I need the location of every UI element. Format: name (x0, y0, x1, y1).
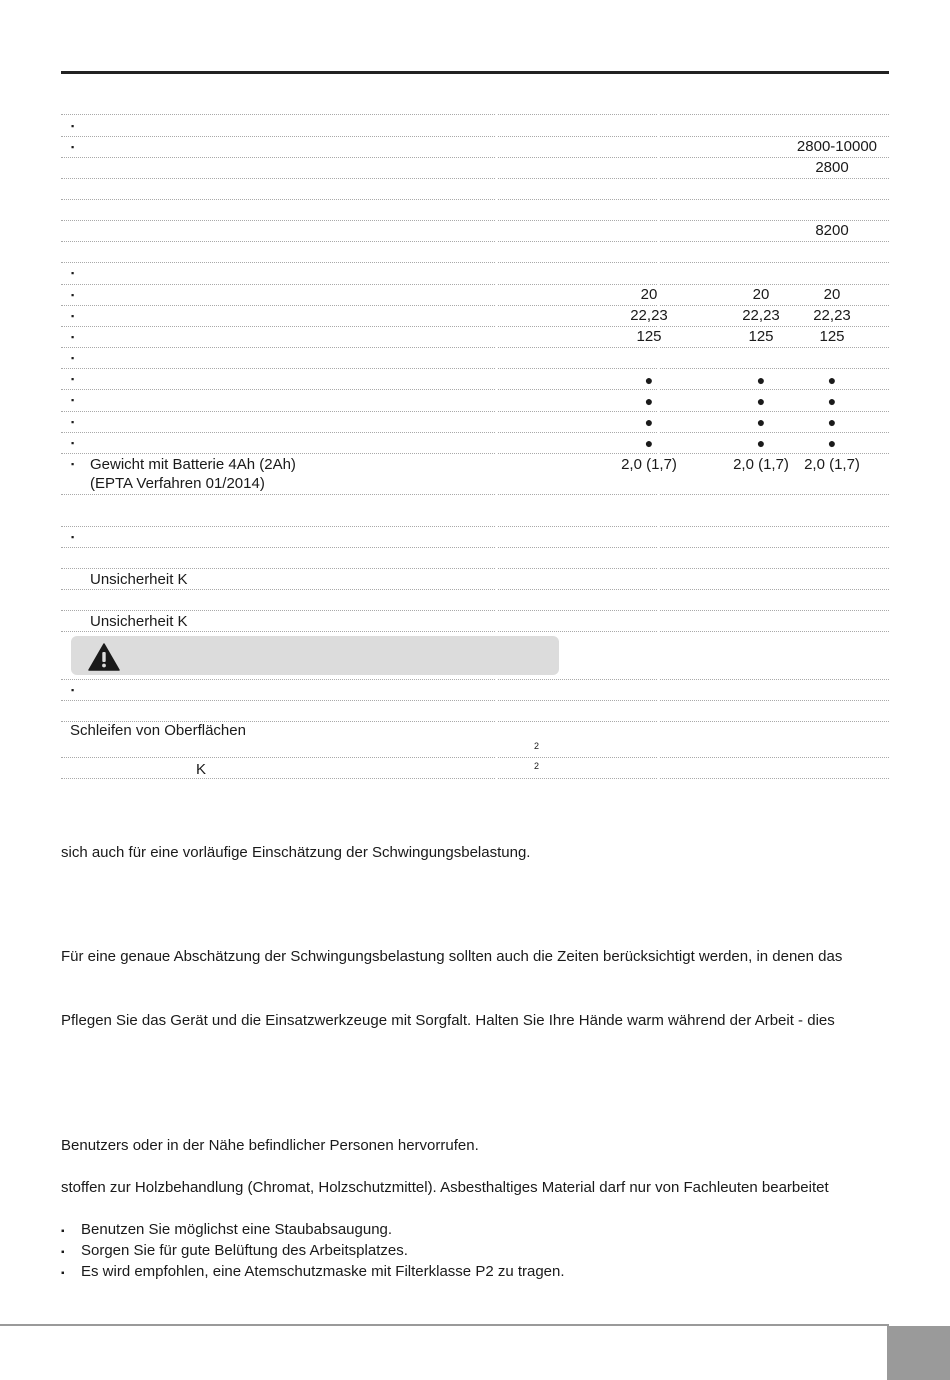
row-line (61, 241, 889, 242)
row-line (61, 220, 889, 221)
feature-dot: ● (756, 414, 766, 430)
value-cell: 125 (636, 328, 662, 345)
row-line (61, 757, 889, 758)
row-line (61, 432, 889, 433)
row-bullet: ▪ (71, 121, 75, 131)
row-line (61, 326, 889, 327)
row-bullet: ▪ (71, 332, 75, 342)
row-line (61, 526, 889, 527)
paragraph-2: Für eine genaue Abschätzung der Schwingungsbelastung sollten auch die Zeiten berücksichtigt werden, in denen das (61, 948, 843, 965)
row-line (61, 568, 889, 569)
row-line (61, 114, 889, 115)
list-item-text: Sorgen Sie für gute Belüftung des Arbeitsplatzes. (81, 1242, 408, 1259)
row-bullet: ▪ (71, 685, 75, 695)
feature-dot: ● (756, 435, 766, 451)
list-item (61, 1262, 565, 1283)
feature-dot: ● (756, 372, 766, 388)
feature-dot: ● (827, 372, 837, 388)
paragraph-1: sich auch für eine vorläufige Einschätzung der Schwingungsbelastung. (61, 844, 531, 861)
value-cell: 22,23 (742, 307, 780, 324)
value-cell: 125 (819, 328, 845, 345)
uncertainty-label: Unsicherheit K (90, 571, 188, 588)
speed-value: 8200 (815, 222, 849, 239)
row-line (61, 262, 889, 263)
row-line (61, 679, 889, 680)
row-line (61, 136, 889, 137)
feature-dot: ● (756, 393, 766, 409)
row-bullet: ▪ (71, 459, 75, 469)
value-cell: 20 (823, 286, 841, 303)
row-line (61, 411, 889, 412)
row-line (61, 494, 889, 495)
row-line (61, 778, 889, 779)
row-bullet: ▪ (71, 395, 75, 405)
bottom-rule (0, 1324, 889, 1326)
value-cell: 20 (752, 286, 770, 303)
row-bullet: ▪ (71, 374, 75, 384)
column-gap (496, 100, 497, 790)
row-line (61, 631, 889, 632)
row-bullet: ▪ (71, 353, 75, 363)
list-item (61, 1241, 408, 1262)
list-bullet: ▪ (61, 1226, 65, 1237)
speed-min-value: 2800 (815, 159, 849, 176)
uncertainty-label: Unsicherheit K (90, 613, 188, 630)
row-bullet: ▪ (71, 438, 75, 448)
row-bullet: ▪ (71, 268, 75, 278)
feature-dot: ● (827, 393, 837, 409)
feature-dot: ● (827, 414, 837, 430)
unit-superscript: 2 (534, 741, 540, 751)
weight-value: 2,0 (1,7) (733, 456, 789, 473)
row-line (61, 389, 889, 390)
row-line (61, 284, 889, 285)
value-cell: 20 (640, 286, 658, 303)
list-item-text: Es wird empfohlen, eine Atemschutzmaske mit Filterklasse P2 zu tragen. (81, 1263, 565, 1280)
value-cell: 125 (748, 328, 774, 345)
row-bullet: ▪ (71, 417, 75, 427)
sanding-label: Schleifen von Oberflächen (70, 722, 246, 739)
paragraph-4: Benutzers oder in der Nähe befindlicher Personen hervorrufen. (61, 1137, 479, 1154)
feature-dot: ● (644, 393, 654, 409)
weight-label: Gewicht mit Batterie 4Ah (2Ah) (90, 456, 296, 473)
weight-sublabel: (EPTA Verfahren 01/2014) (90, 475, 265, 492)
weight-value: 2,0 (1,7) (621, 456, 677, 473)
feature-dot: ● (644, 414, 654, 430)
row-line (61, 700, 889, 701)
row-line (61, 368, 889, 369)
list-bullet: ▪ (61, 1247, 65, 1258)
row-line (61, 178, 889, 179)
warning-icon (88, 643, 120, 671)
feature-dot: ● (644, 435, 654, 451)
row-line (61, 589, 889, 590)
row-bullet: ▪ (71, 290, 75, 300)
k-label: K (196, 761, 207, 778)
page-tab (887, 1326, 950, 1380)
list-item-text: Benutzen Sie möglichst eine Staubabsaugung. (81, 1221, 393, 1238)
paragraph-5: stoffen zur Holzbehandlung (Chromat, Holzschutzmittel). Asbesthaltiges Material darf nur von Fachleuten bearbeitet (61, 1179, 829, 1196)
feature-dot: ● (827, 435, 837, 451)
row-bullet: ▪ (71, 311, 75, 321)
row-line (61, 157, 889, 158)
warning-box (71, 636, 559, 675)
list-bullet: ▪ (61, 1268, 65, 1279)
value-cell: 22,23 (630, 307, 668, 324)
list-item (61, 1220, 392, 1241)
top-rule (61, 71, 889, 74)
speed-range-value: 2800-10000 (796, 138, 877, 155)
row-line (61, 453, 889, 454)
unit-superscript: 2 (534, 761, 540, 771)
row-line (61, 610, 889, 611)
row-line (61, 305, 889, 306)
value-cell: 22,23 (813, 307, 851, 324)
row-line (61, 547, 889, 548)
paragraph-3: Pflegen Sie das Gerät und die Einsatzwerkzeuge mit Sorgfalt. Halten Sie Ihre Hände warm während der Arbeit - dies (61, 1012, 835, 1029)
row-bullet: ▪ (71, 532, 75, 542)
weight-value: 2,0 (1,7) (804, 456, 860, 473)
feature-dot: ● (644, 372, 654, 388)
column-gap (557, 100, 558, 790)
row-line (61, 347, 889, 348)
row-line (61, 199, 889, 200)
row-bullet: ▪ (71, 142, 75, 152)
